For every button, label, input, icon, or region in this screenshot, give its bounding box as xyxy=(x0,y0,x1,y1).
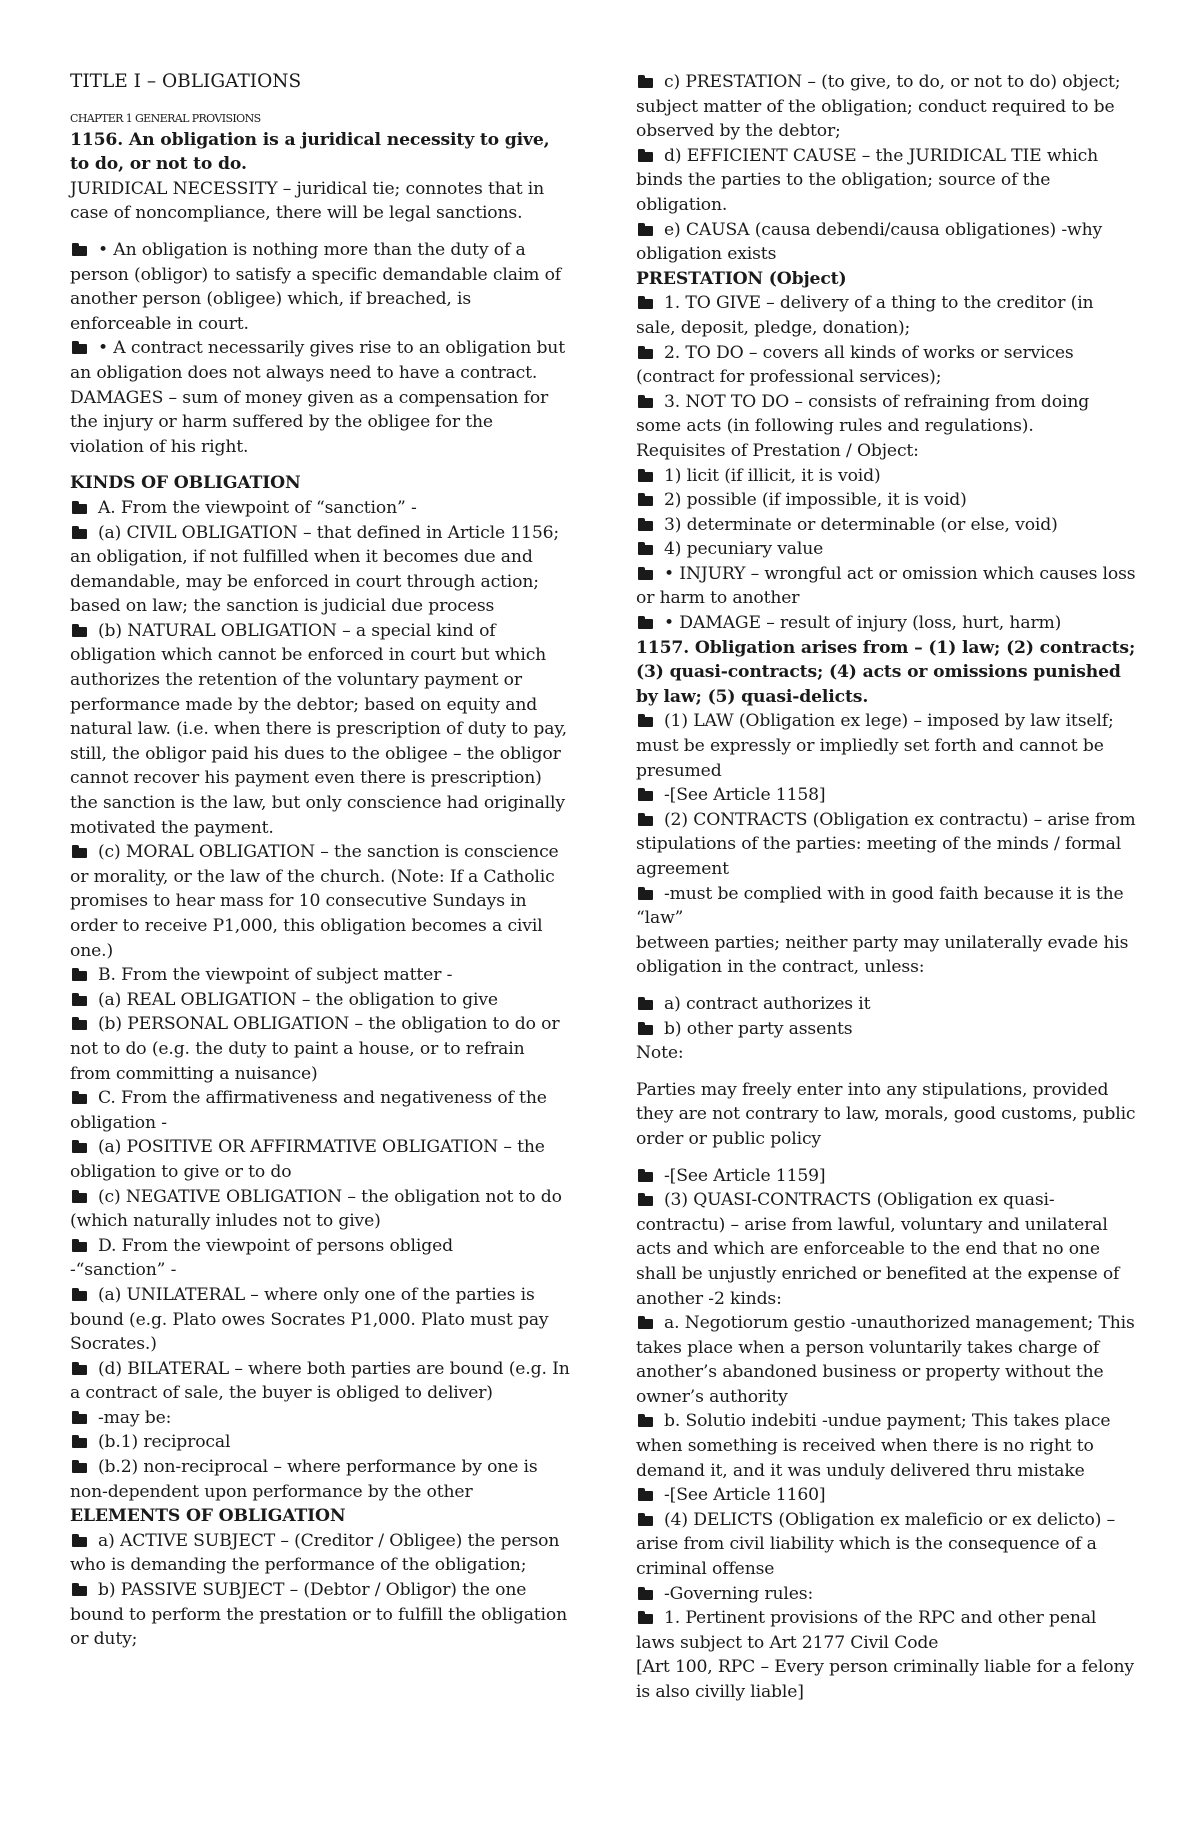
folder-icon xyxy=(636,518,656,531)
list-item: • An obligation is nothing more than the duty of a person (obligor) to satisfy a specific demandable claim of another person (obligee) which, if breached, is enforceable in court. xyxy=(70,239,562,334)
folder-icon xyxy=(636,1316,656,1329)
prestation-heading: PRESTATION (Object) xyxy=(636,268,847,289)
list-item: (b.1) reciprocal xyxy=(70,1430,570,1455)
folder-icon xyxy=(636,813,656,826)
list-item: B. From the viewpoint of subject matter - xyxy=(70,963,570,988)
left-column xyxy=(70,70,570,1652)
list-item: C. From the affirmativeness and negativeness of the obligation - xyxy=(70,1088,547,1133)
list-item: (a) REAL OBLIGATION – the obligation to give xyxy=(70,988,570,1013)
list-item: -must be complied with in good faith because it is the “law” xyxy=(636,883,1124,929)
list-item: (a) POSITIVE OR AFFIRMATIVE OBLIGATION – the obligation to give or to do xyxy=(70,1137,545,1182)
list-item: (1) LAW (Obligation ex lege) – imposed by law itself; must be expressly or impliedly set forth and cannot be presumed xyxy=(636,711,1114,781)
list-item: (4) DELICTS (Obligation ex maleficio or ex delicto) – arise from civil liability which is the consequence of a criminal offense xyxy=(636,1509,1116,1580)
folder-icon xyxy=(70,993,90,1006)
list-item: e) CAUSA (causa debendi/causa obligationes) -why obligation exists xyxy=(636,219,1103,265)
list-item: (a) CIVIL OBLIGATION – that defined in Article 1156; an obligation, if not fulfilled when it becomes due and demandable, may be enforced in court through action; based on law; the sanction is judicial due process xyxy=(70,522,560,617)
kinds-heading: KINDS OF OBLIGATION xyxy=(70,473,301,494)
folder-icon xyxy=(636,887,656,900)
folder-icon xyxy=(70,1534,90,1547)
folder-icon xyxy=(636,1169,656,1182)
folder-icon xyxy=(636,469,656,482)
folder-icon xyxy=(70,845,90,858)
folder-icon xyxy=(636,1513,656,1526)
list-item: 1) licit (if illicit, it is void) xyxy=(636,464,1136,489)
folder-icon xyxy=(70,624,90,637)
folder-icon xyxy=(636,1022,656,1035)
chapter-heading: CHAPTER 1 GENERAL PROVISIONS xyxy=(70,111,261,125)
list-item: -Governing rules: xyxy=(636,1582,1136,1607)
folder-icon xyxy=(636,493,656,506)
list-item: (c) MORAL OBLIGATION – the sanction is conscience or morality, or the law of the church. (Note: If a Catholic promises to hear mass for 10 consecutive Sundays in order to receive P1,000, this obligation becomes a civil one.) xyxy=(70,842,559,961)
list-item: -[See Article 1159] xyxy=(636,1164,1136,1189)
list-item: -[See Article 1160] xyxy=(636,1483,1136,1508)
folder-icon xyxy=(636,542,656,555)
list-item: -may be: xyxy=(70,1406,570,1431)
list-item: 2. TO DO – covers all kinds of works or services (contract for professional services); xyxy=(636,342,1074,388)
folder-icon xyxy=(70,1435,90,1448)
list-item: (3) QUASI-CONTRACTS (Obligation ex quasi-contractu) – arise from lawful, voluntary and unilateral acts and which are enforceable to the end that no one shall be unjustly enriched or benefited at the expense of another -2 kinds: xyxy=(636,1190,1120,1309)
title-heading: TITLE I – OBLIGATIONS xyxy=(70,71,302,92)
elements-heading: ELEMENTS OF OBLIGATION xyxy=(70,1506,346,1527)
list-item: • INJURY – wrongful act or omission which causes loss or harm to another xyxy=(636,563,1136,609)
folder-icon xyxy=(70,501,90,514)
folder-icon xyxy=(636,616,656,629)
folder-icon xyxy=(70,968,90,981)
list-item: b) PASSIVE SUBJECT – (Debtor / Obligor) the one bound to perform the prestation or to fulfill the obligation or duty; xyxy=(70,1580,568,1650)
list-item: c) PRESTATION – (to give, to do, or not to do) object; subject matter of the obligation; conduct required to be observed by the debtor; xyxy=(636,72,1121,142)
folder-icon xyxy=(636,149,656,162)
folder-icon xyxy=(636,296,656,309)
folder-icon xyxy=(70,1190,90,1203)
list-item: 3. NOT TO DO – consists of refraining from doing some acts (in following rules and regulations). xyxy=(636,391,1090,437)
juridical-necessity-definition: JURIDICAL NECESSITY – juridical tie; connotes that in case of noncompliance, there will be legal sanctions. xyxy=(70,178,545,224)
folder-icon xyxy=(70,1288,90,1301)
folder-icon xyxy=(70,341,90,354)
list-item: (b.2) non-reciprocal – where performance by one is non-dependent upon performance by the other xyxy=(70,1457,538,1502)
folder-icon xyxy=(70,1411,90,1424)
article-1157: 1157. Obligation arises from – (1) law; (2) contracts; (3) quasi-contracts; (4) acts or omissions punished by law; (5) quasi-delicts. xyxy=(636,637,1136,707)
folder-icon xyxy=(636,788,656,801)
list-item: b) other party assents xyxy=(636,1017,1136,1042)
list-item: 3) determinate or determinable (or else, void) xyxy=(636,513,1136,538)
list-item: -[See Article 1158] xyxy=(636,783,1136,808)
folder-icon xyxy=(636,346,656,359)
folder-icon xyxy=(636,1193,656,1206)
list-item: D. From the viewpoint of persons obliged xyxy=(70,1234,570,1259)
folder-icon xyxy=(636,997,656,1010)
requisites-label: Requisites of Prestation / Object: xyxy=(636,440,919,461)
folder-icon xyxy=(636,1611,656,1624)
folder-icon xyxy=(70,1091,90,1104)
folder-icon xyxy=(70,1017,90,1030)
folder-icon xyxy=(70,1583,90,1596)
list-item: 1. TO GIVE – delivery of a thing to the creditor (in sale, deposit, pledge, donation); xyxy=(636,293,1094,338)
list-item: a. Negotiorum gestio -unauthorized management; This takes place when a person voluntarily takes charge of another’s abandoned business or property without the owner’s authority xyxy=(636,1313,1135,1407)
folder-icon xyxy=(636,1488,656,1501)
folder-icon xyxy=(636,395,656,408)
right-column xyxy=(636,70,1136,1705)
list-item: (c) NEGATIVE OBLIGATION – the obligation not to do (which naturally inludes not to give) xyxy=(70,1186,562,1232)
bracket-note: [Art 100, RPC – Every person criminally liable for a felony is also civilly liable] xyxy=(636,1657,1134,1702)
folder-icon xyxy=(70,1239,90,1252)
folder-icon xyxy=(70,1460,90,1473)
list-item: (2) CONTRACTS (Obligation ex contractu) – arise from stipulations of the parties: meeting of the minds / formal agreement xyxy=(636,809,1136,879)
list-item: 1. Pertinent provisions of the RPC and other penal laws subject to Art 2177 Civil Code xyxy=(636,1608,1097,1653)
folder-icon xyxy=(636,223,656,236)
list-item: (b) NATURAL OBLIGATION – a special kind of obligation which cannot be enforced in court but which authorizes the retention of the voluntary payment or performance made by the debtor; based on equity and natural law. (i.e. when there is prescription of duty to pay, still, the obligor paid his dues to the obligee – the obligor cannot recover his payment even there is prescription) the sanction is the law, but only conscience had originally motivated the payment. xyxy=(70,620,567,838)
folder-icon xyxy=(636,714,656,727)
folder-icon xyxy=(70,526,90,539)
note-text: Parties may freely enter into any stipulations, provided they are not contrary to law, morals, good customs, public order or public policy xyxy=(636,1079,1136,1149)
article-1156: 1156. An obligation is a juridical necessity to give, to do, or not to do. xyxy=(70,129,550,175)
list-item: (b) PERSONAL OBLIGATION – the obligation to do or not to do (e.g. the duty to paint a house, or to refrain from committing a nuisance) xyxy=(70,1014,560,1084)
list-item-continuation: -“sanction” - xyxy=(70,1260,177,1281)
list-item: (a) UNILATERAL – where only one of the parties is bound (e.g. Plato owes Socrates P1,000. Plato must pay Socrates.) xyxy=(70,1284,549,1355)
list-item-continuation: between parties; neither party may unilaterally evade his obligation in the contract, unless: xyxy=(636,932,1129,978)
list-item: b. Solutio indebiti -undue payment; This takes place when something is received when there is no right to demand it, and it was unduly delivered thru mistake xyxy=(636,1411,1111,1481)
list-item: • A contract necessarily gives rise to an obligation but an obligation does not always need to have a contract. xyxy=(70,338,565,383)
list-item: d) EFFICIENT CAUSE – the JURIDICAL TIE which binds the parties to the obligation; source of the obligation. xyxy=(636,145,1099,215)
list-item: • DAMAGE – result of injury (loss, hurt, harm) xyxy=(636,611,1136,636)
list-item: 2) possible (if impossible, it is void) xyxy=(636,488,1136,513)
folder-icon xyxy=(636,1414,656,1427)
list-item: 4) pecuniary value xyxy=(636,537,1136,562)
list-item: (d) BILATERAL – where both parties are bound (e.g. In a contract of sale, the buyer is obliged to deliver) xyxy=(70,1358,570,1404)
damages-definition: DAMAGES – sum of money given as a compensation for the injury or harm suffered by the obligee for the violation of his right. xyxy=(70,387,549,457)
folder-icon xyxy=(636,1587,656,1600)
folder-icon xyxy=(636,75,656,88)
note-label: Note: xyxy=(636,1043,684,1064)
folder-icon xyxy=(70,1140,90,1153)
list-item: A. From the viewpoint of “sanction” - xyxy=(70,496,570,521)
folder-icon xyxy=(636,567,656,580)
folder-icon xyxy=(70,1362,90,1375)
list-item: a) ACTIVE SUBJECT – (Creditor / Obligee) the person who is demanding the performance of the obligation; xyxy=(70,1530,560,1576)
folder-icon xyxy=(70,243,90,256)
list-item: a) contract authorizes it xyxy=(636,992,1136,1017)
